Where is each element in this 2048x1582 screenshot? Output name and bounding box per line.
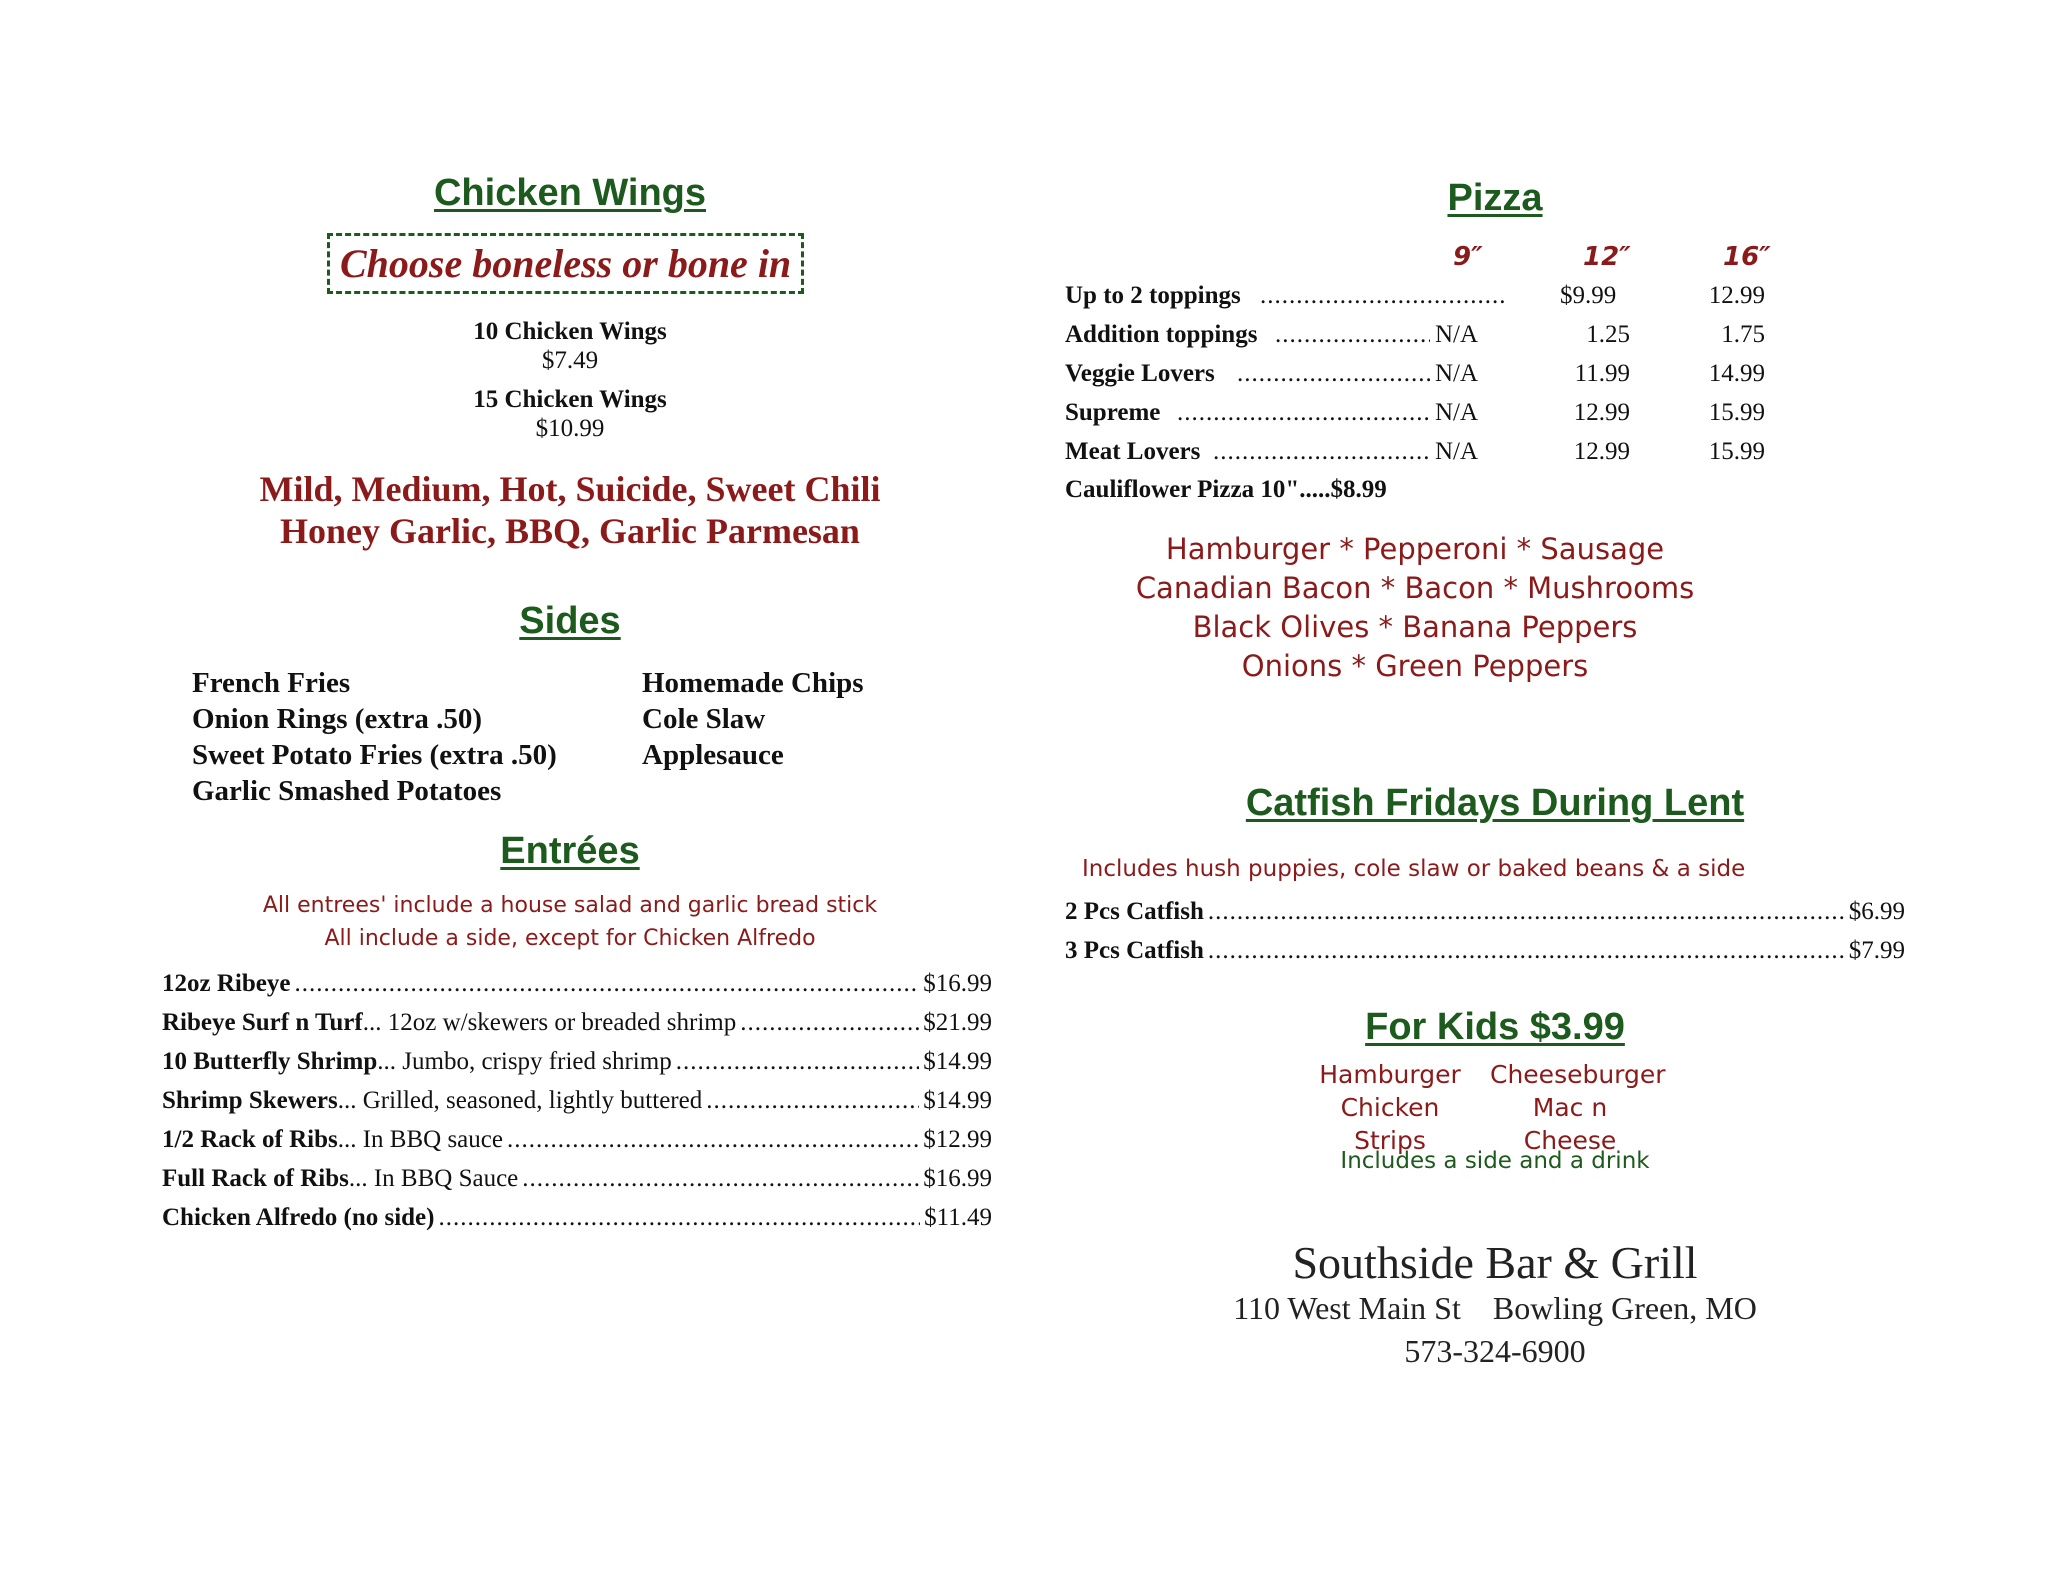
entree-row [162, 1126, 992, 1154]
side-item: Garlic Smashed Potatoes [192, 775, 502, 807]
cauliflower-pizza: Cauliflower Pizza 10".....$8.99 [1065, 476, 1387, 503]
choose-boneless-box: Choose boneless or bone in [327, 233, 804, 294]
entree-row [162, 970, 992, 998]
pizza-price-12: 12.99 [1573, 399, 1630, 426]
entree-name: Shrimp Skewers [162, 1087, 338, 1114]
pizza-row [1065, 360, 1765, 396]
catfish-heading: Catfish Fridays During Lent [1245, 782, 1745, 824]
catfish-price: $7.99 [1848, 937, 1905, 964]
dot-leader [676, 1048, 920, 1076]
entrees-heading: Entrées [500, 830, 640, 872]
entree-row [162, 1009, 992, 1037]
pizza-toppings [1065, 530, 1765, 686]
pizza-price-9: N/A [1435, 360, 1479, 387]
dot-leader [294, 970, 919, 998]
kids-item: Chicken Strips [1340, 1093, 1440, 1155]
side-item: French Fries [192, 667, 351, 699]
kids-items-right [1490, 1058, 1666, 1157]
pizza-price-16: 15.99 [1708, 438, 1765, 465]
pizza-price-16: 14.99 [1708, 360, 1765, 387]
side-item: Homemade Chips [642, 667, 864, 699]
pizza-name: Addition toppings [1065, 321, 1258, 348]
kids-item: Cheeseburger [1490, 1060, 1666, 1089]
entree-price: $14.99 [923, 1048, 992, 1075]
entree-name: Chicken Alfredo (no side) [162, 1204, 435, 1231]
pizza-row [1065, 438, 1765, 474]
restaurant-address: 110 West Main St Bowling Green, MO [1233, 1290, 1757, 1326]
entree-desc: ... 12oz w/skewers or breaded shrimp [362, 1009, 737, 1036]
catfish-price: $6.99 [1848, 898, 1905, 925]
entree-desc: ... Grilled, seasoned, lightly buttered [337, 1087, 703, 1114]
catfish-name: 3 Pcs Catfish [1065, 937, 1204, 964]
entree-price: $14.99 [923, 1087, 992, 1114]
pizza-name: Up to 2 toppings [1065, 282, 1241, 309]
kids-note: Includes a side and a drink [1340, 1148, 1650, 1174]
pizza-price-9: N/A [1435, 438, 1479, 465]
pizza-price-16: 12.99 [1708, 282, 1765, 309]
entree-price: $16.99 [923, 1165, 992, 1192]
entree-desc: ... Jumbo, crispy fried shrimp [377, 1048, 672, 1075]
pizza-name: Supreme [1065, 399, 1161, 426]
kids-heading: For Kids $3.99 [1365, 1006, 1625, 1048]
kids-item: Hamburger [1319, 1060, 1461, 1089]
dot-leader [740, 1009, 919, 1037]
pizza-price-16: 1.75 [1721, 321, 1765, 348]
wing-option-price: $7.49 [541, 347, 599, 374]
kids-item: Mac n Cheese [1523, 1093, 1617, 1155]
catfish-row [1065, 898, 1905, 926]
pizza-price-12: 1.25 [1586, 321, 1630, 348]
pizza-row [1065, 321, 1765, 357]
dot-leader [1260, 282, 1505, 310]
pizza-row [1065, 282, 1765, 318]
pizza-price-9: N/A [1435, 399, 1479, 426]
topping-line: Hamburger * Pepperoni * Sausage [1165, 532, 1665, 566]
kids-items-left [1310, 1058, 1470, 1157]
pizza-price-9: $9.99 [1560, 282, 1617, 309]
topping-line: Black Olives * Banana Peppers [1192, 610, 1638, 644]
entree-row [162, 1048, 992, 1076]
entree-name: Full Rack of Ribs [162, 1165, 349, 1192]
dot-leader [507, 1126, 919, 1154]
pizza-name: Meat Lovers [1065, 438, 1201, 465]
wing-flavors-line: Honey Garlic, BBQ, Garlic Parmesan [280, 511, 860, 551]
wing-flavors-line: Mild, Medium, Hot, Suicide, Sweet Chili [259, 469, 881, 509]
dot-leader [1177, 399, 1430, 427]
sides-heading: Sides [519, 600, 621, 642]
side-item: Cole Slaw [642, 703, 766, 735]
sides-list-left [192, 665, 557, 809]
dot-leader [1213, 438, 1430, 466]
entree-row [162, 1204, 992, 1232]
restaurant-name: Southside Bar & Grill [1292, 1237, 1698, 1288]
entree-price: $12.99 [923, 1126, 992, 1153]
entree-price: $16.99 [923, 970, 992, 997]
pizza-size-9: 9″ [1453, 242, 1483, 272]
entree-desc: ... In BBQ sauce [337, 1126, 503, 1153]
dot-leader [1237, 360, 1430, 388]
pizza-row [1065, 399, 1765, 435]
pizza-price-12: 11.99 [1574, 360, 1630, 387]
entree-row [162, 1165, 992, 1193]
entree-price: $11.49 [924, 1204, 992, 1231]
topping-line: Onions * Green Peppers [1241, 649, 1589, 683]
entree-name: Ribeye Surf n Turf [162, 1009, 363, 1036]
catfish-note: Includes hush puppies, cole slaw or baked beans & a side [1082, 856, 1746, 882]
entrees-note: All include a side, except for Chicken Alfredo [324, 926, 816, 951]
wing-option-name: 15 Chicken Wings [473, 386, 667, 413]
entrees-note: All entrees' include a house salad and garlic bread stick [262, 893, 878, 918]
dot-leader [1208, 898, 1845, 926]
side-item: Sweet Potato Fries (extra .50) [192, 739, 557, 771]
sides-list-right [642, 665, 864, 773]
side-item: Applesauce [642, 739, 784, 771]
dot-leader [1208, 937, 1845, 965]
dot-leader [1275, 321, 1430, 349]
entree-name: 1/2 Rack of Ribs [162, 1126, 338, 1153]
topping-line: Canadian Bacon * Bacon * Mushrooms [1135, 571, 1695, 605]
entree-name: 12oz Ribeye [162, 970, 291, 997]
dot-leader [706, 1087, 919, 1115]
pizza-heading: Pizza [1447, 177, 1543, 219]
catfish-name: 2 Pcs Catfish [1065, 898, 1204, 925]
wing-option-price: $10.99 [535, 415, 605, 442]
dot-leader [522, 1165, 919, 1193]
catfish-row [1065, 937, 1905, 965]
side-item: Onion Rings (extra .50) [192, 703, 482, 735]
pizza-price-12: 12.99 [1573, 438, 1630, 465]
pizza-price-16: 15.99 [1708, 399, 1765, 426]
pizza-size-12: 12″ [1583, 242, 1631, 272]
entree-desc: ... In BBQ Sauce [348, 1165, 519, 1192]
entree-name: 10 Butterfly Shrimp [162, 1048, 378, 1075]
dot-leader [438, 1204, 920, 1232]
entree-price: $21.99 [923, 1009, 992, 1036]
restaurant-phone: 573-324-6900 [1404, 1333, 1586, 1369]
wing-option-name: 10 Chicken Wings [473, 318, 667, 345]
pizza-price-9: N/A [1435, 321, 1479, 348]
entree-row [162, 1087, 992, 1115]
pizza-size-16: 16″ [1723, 242, 1771, 272]
pizza-name: Veggie Lovers [1065, 360, 1215, 387]
wings-heading: Chicken Wings [433, 172, 707, 214]
